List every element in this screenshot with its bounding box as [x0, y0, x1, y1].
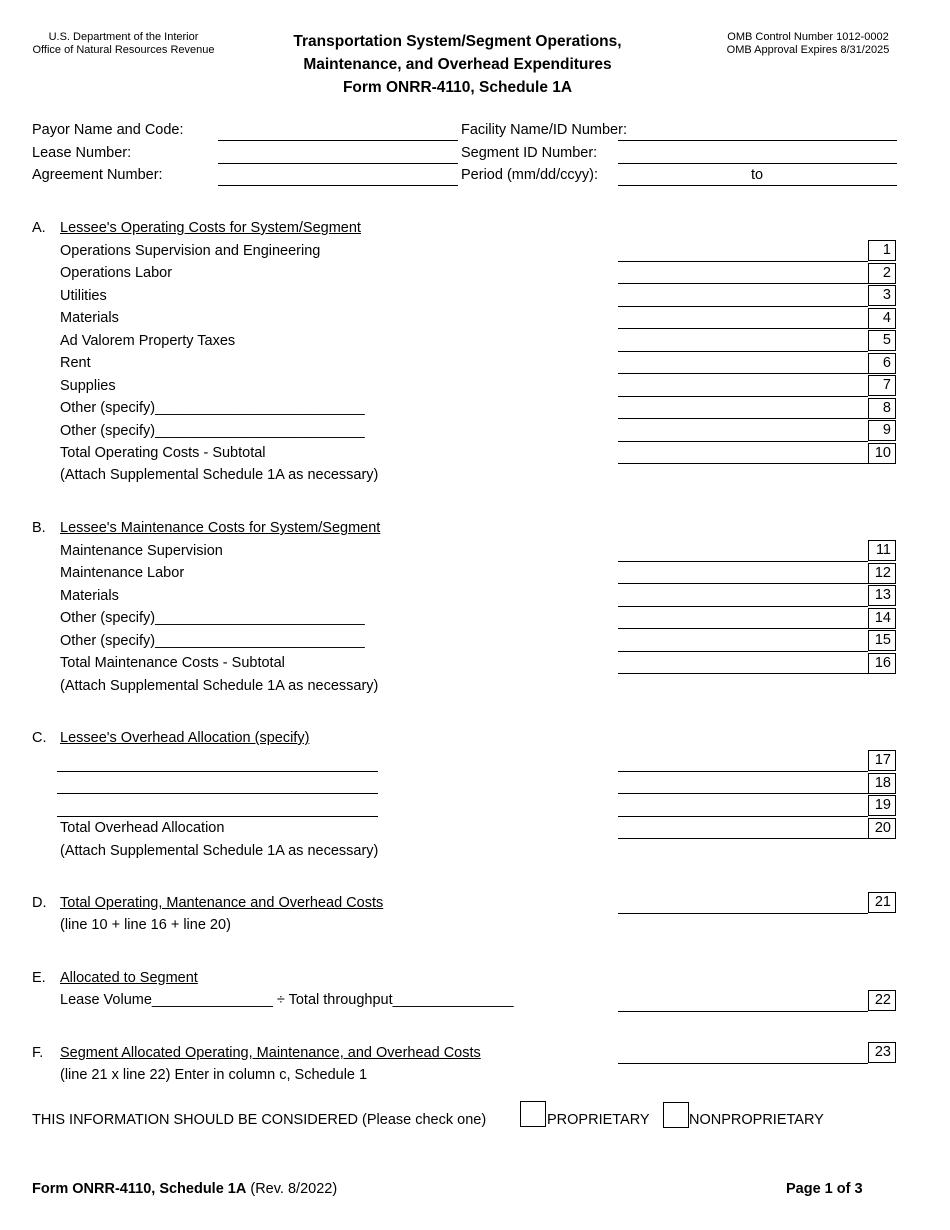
nonproprietary-checkbox[interactable] [663, 1102, 689, 1128]
line-item-amount[interactable] [618, 606, 868, 607]
section-d-heading: Total Operating, Mantenance and Overhead Costs [60, 895, 384, 911]
line-item-label: Rent [60, 355, 91, 371]
line-item-amount[interactable] [618, 261, 868, 262]
line-item-label: Other (specify)__________________________ [60, 422, 365, 439]
line-item-amount[interactable] [618, 306, 868, 307]
line-item-label: Utilities [60, 287, 107, 304]
footer-form-name: Form ONRR-4110, Schedule 1A [32, 1181, 247, 1197]
line-number-box: 22 [868, 990, 896, 1011]
line-number-box: 12 [868, 563, 896, 584]
period-to-label: to [751, 167, 764, 183]
agency-office: Office of Natural Resources Revenue [32, 44, 215, 56]
section-d-sub: (line 10 + line 16 + line 20) [60, 917, 231, 933]
section-c-note: (Attach Supplemental Schedule 1A as necessary) [60, 843, 379, 859]
agreement-label: Agreement Number: [32, 167, 163, 183]
overhead-amount[interactable] [618, 793, 868, 794]
section-c-letter: C. [32, 730, 47, 746]
consider-text: THIS INFORMATION SHOULD BE CONSIDERED (Please check one) [32, 1112, 487, 1128]
footer-revision: (Rev. 8/2022) [250, 1181, 338, 1197]
line-item-amount[interactable] [618, 418, 868, 419]
payor-label: Payor Name and Code: [32, 122, 184, 138]
line-item-amount[interactable] [618, 328, 868, 329]
proprietary-checkbox[interactable] [520, 1101, 546, 1127]
line-number-box: 1 [868, 240, 896, 261]
overhead-specify-field-2[interactable] [57, 793, 378, 794]
agency-department: U.S. Department of the Interior [48, 31, 199, 43]
line-item-amount[interactable] [618, 628, 868, 629]
line-item-label: Supplies [60, 377, 116, 394]
form-title [250, 30, 665, 99]
line-number-box: 11 [868, 540, 896, 561]
line-number-box: 20 [868, 818, 896, 839]
line-item-label: Materials [60, 587, 119, 604]
nonproprietary-label: NONPROPRIETARY [689, 1112, 824, 1128]
title-line-3: Form ONRR-4110, Schedule 1A [342, 79, 573, 96]
lease-field[interactable] [218, 163, 458, 164]
section-a-letter: A. [32, 220, 46, 236]
line-item-amount[interactable] [618, 283, 868, 284]
line-item-amount[interactable] [618, 373, 868, 374]
section-a-note: (Attach Supplemental Schedule 1A as necessary) [60, 467, 379, 483]
facility-field[interactable] [618, 140, 897, 141]
section-c-heading: Lessee's Overhead Allocation (specify) [60, 730, 310, 746]
line-number-box: 10 [868, 443, 896, 464]
agency-block [31, 31, 216, 57]
omb-control-number: OMB Control Number 1012-0002 [727, 31, 889, 43]
line-item-label: Ad Valorem Property Taxes [60, 332, 236, 349]
segment-field[interactable] [618, 163, 897, 164]
line-number-box: 3 [868, 285, 896, 306]
overhead-specify-field-3[interactable] [57, 816, 378, 817]
line-item-amount[interactable] [618, 561, 868, 562]
line-item-amount[interactable] [618, 463, 868, 464]
line-number-box: 15 [868, 630, 896, 651]
line-item-amount[interactable] [618, 673, 868, 674]
line-number-box: 18 [868, 773, 896, 794]
line-21-amount[interactable] [618, 913, 868, 914]
overhead-specify-field-1[interactable] [57, 771, 378, 772]
segment-label: Segment ID Number: [461, 145, 598, 161]
line-item-label: Other (specify)__________________________ [60, 632, 365, 649]
section-d-letter: D. [32, 895, 47, 911]
line-number-box: 7 [868, 375, 896, 396]
overhead-amount[interactable] [618, 771, 868, 772]
proprietary-label: PROPRIETARY [547, 1112, 650, 1128]
line-item-label: Maintenance Supervision [60, 542, 223, 559]
line-22-amount[interactable] [618, 1011, 868, 1012]
line-item-amount[interactable] [618, 441, 868, 442]
section-b-heading: Lessee's Maintenance Costs for System/Segment [60, 520, 381, 536]
period-field[interactable] [618, 185, 897, 186]
line-number-box: 9 [868, 420, 896, 441]
line-number-box: 21 [868, 892, 896, 913]
footer-form [32, 1180, 337, 1198]
line-number-box: 19 [868, 795, 896, 816]
line-number-box: 14 [868, 608, 896, 629]
section-a-heading: Lessee's Operating Costs for System/Segment [60, 220, 361, 236]
line-number-box: 16 [868, 653, 896, 674]
line-number-box: 17 [868, 750, 896, 771]
overhead-total-label: Total Overhead Allocation [60, 820, 225, 836]
title-line-2: Maintenance, and Overhead Expenditures [303, 56, 612, 73]
line-number-box: 13 [868, 585, 896, 606]
section-e-heading: Allocated to Segment [60, 970, 198, 986]
line-number-box: 8 [868, 398, 896, 419]
section-f-letter: F. [32, 1045, 44, 1061]
period-label: Period (mm/dd/ccyy): [461, 167, 598, 183]
overhead-amount[interactable] [618, 838, 868, 839]
line-item-label: Maintenance Labor [60, 565, 185, 581]
omb-expiration: OMB Approval Expires 8/31/2025 [726, 44, 890, 56]
line-item-label: Operations Labor [60, 265, 173, 281]
page-number: Page 1 of 3 [786, 1181, 863, 1197]
section-b-letter: B. [32, 520, 46, 536]
line-number-box: 6 [868, 353, 896, 374]
line-number-box: 23 [868, 1042, 896, 1063]
line-item-amount[interactable] [618, 583, 868, 584]
facility-label: Facility Name/ID Number: [461, 122, 627, 138]
title-line-1: Transportation System/Segment Operations, [293, 33, 622, 50]
line-item-label: Total Maintenance Costs - Subtotal [60, 655, 285, 671]
line-item-label: Operations Supervision and Engineering [60, 242, 321, 259]
line-item-amount[interactable] [618, 351, 868, 352]
line-item-label: Other (specify)__________________________ [60, 400, 365, 416]
line-number-box: 2 [868, 263, 896, 284]
line-item-amount[interactable] [618, 651, 868, 652]
agreement-field[interactable] [218, 185, 458, 186]
line-number-box: 5 [868, 330, 896, 351]
line-number-box: 4 [868, 308, 896, 329]
line-item-label: Total Operating Costs - Subtotal [60, 445, 266, 461]
omb-block [710, 31, 906, 57]
line-23-amount[interactable] [618, 1063, 868, 1064]
section-b-note: (Attach Supplemental Schedule 1A as necessary) [60, 678, 379, 694]
section-f-sub: (line 21 x line 22) Enter in column c, Schedule 1 [60, 1067, 368, 1083]
line-item-label: Materials [60, 310, 119, 326]
overhead-amount[interactable] [618, 816, 868, 817]
section-e-letter: E. [32, 970, 46, 986]
payor-field[interactable] [218, 140, 458, 141]
line-item-label: Other (specify)__________________________ [60, 610, 365, 626]
section-f-heading: Segment Allocated Operating, Maintenance, and Overhead Costs [60, 1045, 481, 1061]
allocation-formula: Lease Volume_______________ ÷ Total throughput_______________ [60, 992, 514, 1008]
line-item-amount[interactable] [618, 396, 868, 397]
lease-label: Lease Number: [32, 145, 132, 161]
